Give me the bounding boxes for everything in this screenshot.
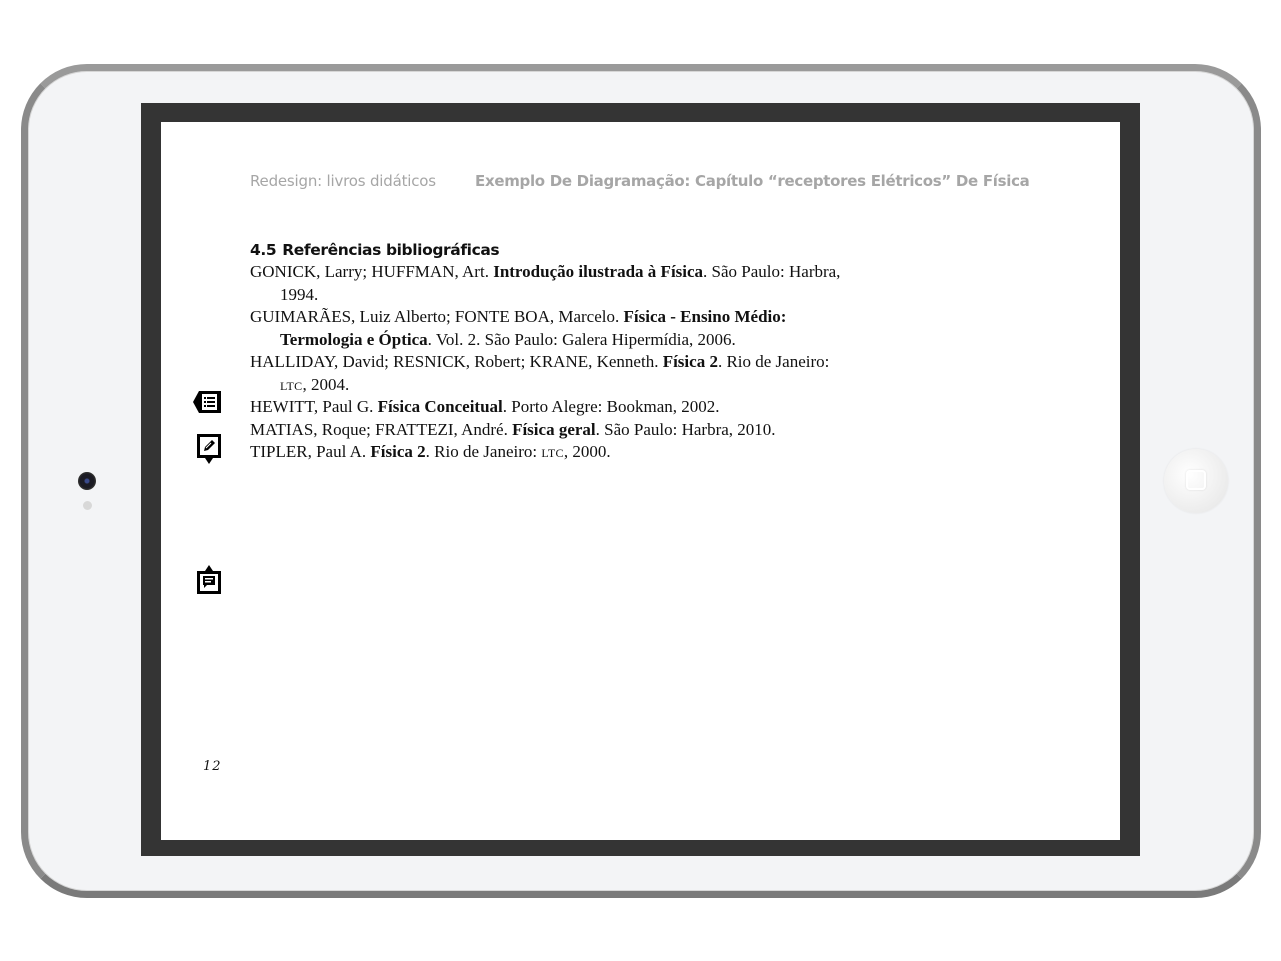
reference-authors: TIPLER, Paul A. <box>250 442 371 461</box>
comment-icon[interactable] <box>196 564 222 595</box>
reference-authors: MATIAS, Roque; FRATTEZI, André. <box>250 419 513 439</box>
reference-year: , 2004. <box>302 374 350 394</box>
reference-publisher: ltc <box>280 374 303 394</box>
reference-title: Física - Ensino Médio: Termologia e Óptica <box>280 307 787 349</box>
reference-title: Introdução ilustrada à Física <box>493 262 704 281</box>
page-number: 12 <box>203 759 222 774</box>
reference-item <box>250 441 850 464</box>
section-number: 4.5 <box>250 241 277 259</box>
reference-authors: HEWITT, Paul G. <box>250 397 378 416</box>
reference-item <box>250 419 850 442</box>
list-icon[interactable] <box>192 389 222 415</box>
section-heading <box>250 239 850 261</box>
reference-details: . Rio de Janeiro: <box>717 352 830 371</box>
home-square-icon <box>1186 470 1206 490</box>
reference-item <box>250 306 850 351</box>
reference-year: , 2000. <box>563 442 611 461</box>
references-section <box>250 239 850 464</box>
reference-details: . Rio de Janeiro: <box>425 442 542 461</box>
reference-authors: HALLIDAY, David; RESNICK, Robert; KRANE, Kenneth. <box>250 352 663 371</box>
camera-icon <box>78 472 96 490</box>
page-screen <box>161 122 1120 840</box>
reference-title: Física Conceitual <box>377 397 503 416</box>
header-chapter-title: Exemplo De Diagramação: Capítulo “receptores Elétricos” De Física <box>475 172 1030 190</box>
reference-item <box>250 396 850 419</box>
reference-title: Física 2 <box>662 352 718 371</box>
light-sensor <box>83 501 92 510</box>
reference-title: Física 2 <box>370 442 426 461</box>
reference-item <box>250 351 850 396</box>
reference-details: . São Paulo: Harbra, 2010. <box>595 419 776 439</box>
reference-publisher: ltc <box>541 442 564 461</box>
reference-authors: GUIMARÃES, Luiz Alberto; FONTE BOA, Marcelo. <box>250 307 624 326</box>
reference-details: . Porto Alegre: Bookman, 2002. <box>502 397 720 416</box>
reference-details: . Vol. 2. São Paulo: Galera Hipermídia, 2006. <box>427 329 736 349</box>
edit-note-icon[interactable] <box>196 433 222 465</box>
home-button[interactable] <box>1164 449 1228 513</box>
reference-details: . São Paulo: Harbra, 1994. <box>280 262 841 304</box>
reference-authors: GONICK, Larry; HUFFMAN, Art. <box>250 262 494 281</box>
header-book-title: Redesign: livros didáticos <box>250 172 436 190</box>
reference-title: Física geral <box>512 419 596 439</box>
section-title: Referências bibliográficas <box>282 241 500 259</box>
reference-item <box>250 261 850 306</box>
